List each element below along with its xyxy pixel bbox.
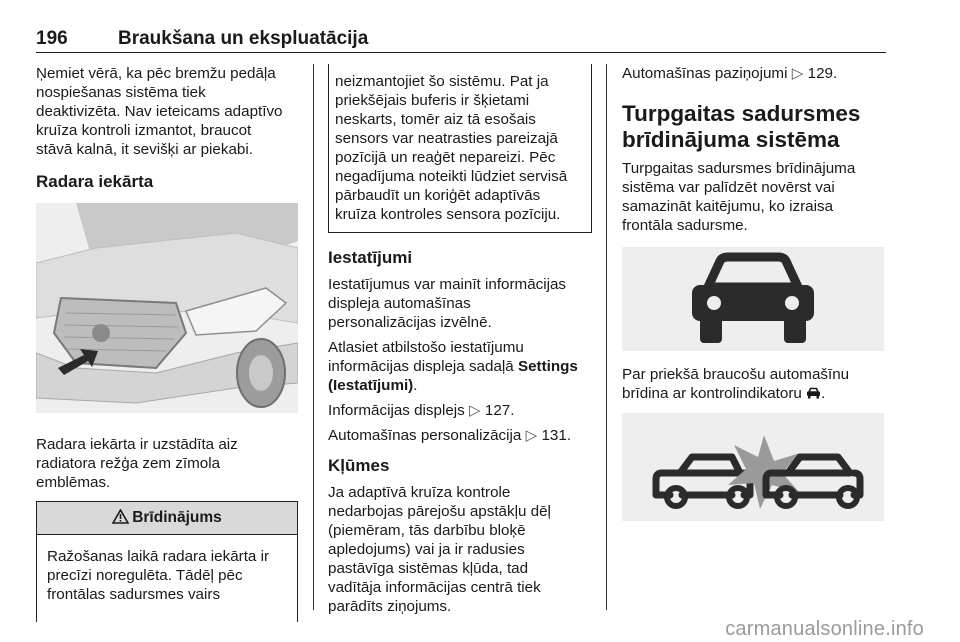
warning-box — [36, 501, 298, 622]
reference-personalization[interactable]: Automašīnas personalizācija ▷ 131. — [328, 427, 572, 444]
fcw-heading: Turpgaitas sadursmes brīdinājuma sistēma — [622, 101, 861, 152]
settings-menu-label-translation: (Iestatījumi) — [328, 377, 414, 394]
column-divider — [313, 64, 314, 610]
collision-illustration — [622, 413, 884, 521]
page-number: 196 — [36, 28, 68, 49]
faults-heading: Kļūmes — [328, 456, 390, 475]
select-paragraph: Atlasiet atbilstošo iestatījumu informācijas displeja sadaļā Settings (Iestatījumi). — [328, 339, 578, 394]
collision-icon — [622, 413, 884, 521]
reference-notifications[interactable]: Automašīnas paziņojumi ▷ 129. — [622, 65, 838, 82]
car-photo — [36, 203, 298, 413]
section-title: Braukšana un ekspluatācija — [118, 28, 369, 49]
settings-paragraph: Iestatījumus var mainīt informācijas displeja automašīnas personalizācijas izvēlnē. — [328, 276, 567, 331]
car-front-illustration — [622, 247, 884, 351]
indicator-paragraph: Par priekšā braucošu automašīnu brīdina ar kontrolindikatoru . — [622, 366, 850, 402]
fcw-intro-paragraph: Turpgaitas sadursmes brīdinājuma sistēma var palīdzēt novērst vai samazināt kaitējumu, ko izraisa frontāla sadursme. — [622, 160, 856, 234]
warning-title: Brīdinājums — [132, 509, 222, 526]
column-right — [622, 64, 886, 521]
settings-menu-label: Settings — [517, 358, 578, 375]
watermark: carmanualsonline.info — [725, 618, 924, 640]
radar-paragraph: Radara iekārta ir uzstādīta aiz radiatora režģa zem zīmola emblēmas. — [36, 436, 238, 491]
reference-arrow-icon: ▷ — [468, 402, 481, 419]
car-front-icon — [806, 387, 821, 399]
reference-arrow-icon: ▷ — [525, 427, 538, 444]
faults-paragraph: Ja adaptīvā kruīza kontrole nedarbojas pārejošu apstākļu dēļ (piemēram, tās darbību bloķē apledojums) vai ja ir radusies pastāvīga sistēmas kļūda, tad vadītāja informācijas centrā tiek parādīts ziņojums. — [328, 484, 551, 615]
car-front-icon — [622, 247, 884, 351]
warning-triangle-icon — [112, 509, 129, 524]
settings-heading: Iestatījumi — [328, 248, 413, 267]
column-divider — [606, 64, 607, 610]
reference-info-display[interactable]: Informācijas displejs ▷ 127. — [328, 402, 515, 419]
warning-header — [37, 502, 297, 535]
radar-heading: Radara iekārta — [36, 172, 154, 191]
reference-arrow-icon: ▷ — [791, 65, 804, 82]
page-header — [36, 28, 886, 53]
intro-paragraph: Ņemiet vērā, ka pēc bremžu pedāļa nospiešanas sistēma tiek deaktivizēta. Nav ieteicams adaptīvo kruīza kontroli izmantot, braucot stāvā kalnā, it sevišķi ar piekabi. — [36, 65, 283, 158]
warning-body: Ražošanas laikā radara iekārta ir precīzi noregulēta. Tādēļ pēc frontālas sadursmes vairs — [47, 548, 270, 603]
column-middle — [328, 64, 592, 616]
warning-box-continued: neizmantojiet šo sistēmu. Pat ja priekšējais buferis ir šķietami neskarts, tomēr aiz tā esošais sensors var neatrasties pareizajā pozīcijā un reaģēt nepareizi. Pēc negadījuma noteikti lūdziet servisā pārbaudīt un koriģēt adaptīvās kruīza kontroles sensora pozīciju. — [328, 64, 592, 233]
column-left — [36, 64, 298, 622]
